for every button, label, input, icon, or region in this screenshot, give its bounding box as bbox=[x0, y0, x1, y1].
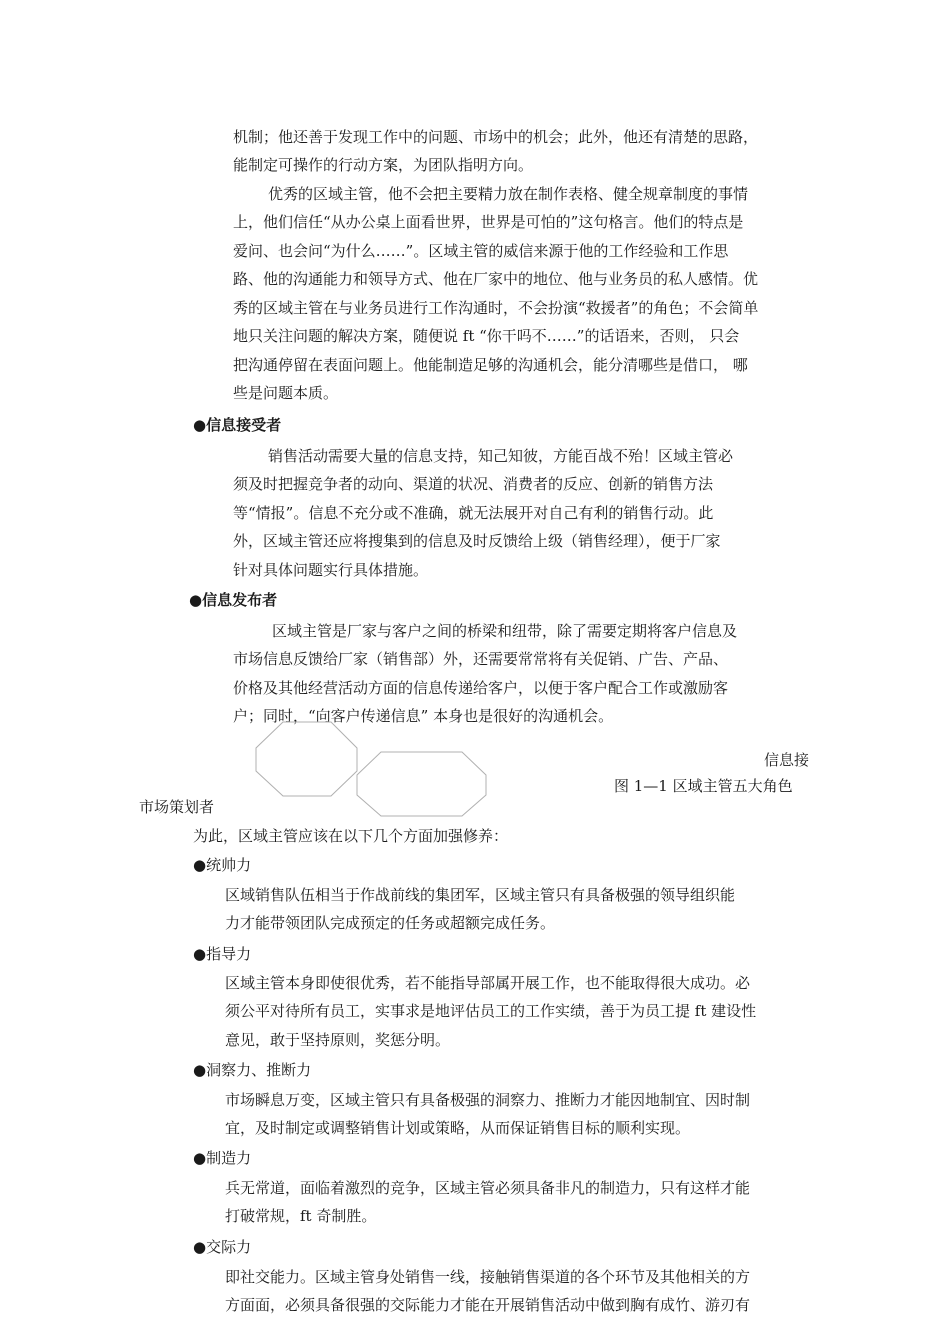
section-leadership-line-2: 力才能带领团队完成预定的任务或超额完成任务。 bbox=[225, 914, 556, 932]
octagon-shape-left bbox=[256, 722, 357, 796]
para3-line-3: 等“情报”。信息不充分或不准确，就无法展开对自己有利的销售行动。此 bbox=[233, 504, 714, 522]
para2-line-6: 地只关注问题的解决方案，随便说 ft “你干吗不……”的话语来，否则， 只会 bbox=[233, 327, 740, 345]
para2-line-2: 上，他们信任“从办公桌上面看世界，世界是可怕的”这句格言。他们的特点是 bbox=[233, 213, 744, 231]
section-heading-creativity: ●制造力 bbox=[193, 1149, 252, 1167]
para4-line-4: 户；同时，“向客户传递信息” 本身也是很好的沟通机会。 bbox=[233, 707, 614, 725]
para2-line-4: 路、他的沟通能力和领导方式、他在厂家中的地位、他与业务员的私人感情。优 bbox=[233, 270, 759, 288]
para3-line-4: 外，区域主管还应将搜集到的信息及时反馈给上级（销售经理），便于厂家 bbox=[233, 532, 721, 550]
para2-line-1: 优秀的区域主管，他不会把主要精力放在制作表格、健全规章制度的事情 bbox=[268, 185, 749, 203]
section-guidance-line-1: 区域主管本身即使很优秀，若不能指导部属开展工作，也不能取得很大成功。必 bbox=[225, 974, 751, 992]
figure-label-market-planner: 市场策划者 bbox=[139, 798, 215, 816]
para4-line-1: 区域主管是厂家与客户之间的桥梁和纽带，除了需要定期将客户信息及 bbox=[272, 622, 738, 640]
para2-line-3: 爱问、也会问“为什么……”。区域主管的威信来源于他的工作经验和工作思 bbox=[233, 242, 729, 260]
section-creativity-line-1: 兵无常道，面临着激烈的竞争，区域主管必须具备非凡的制造力，只有这样才能 bbox=[225, 1179, 751, 1197]
section-heading-guidance: ●指导力 bbox=[193, 945, 252, 963]
section-heading-leadership: ●统帅力 bbox=[193, 856, 252, 874]
para1-line-2: 能制定可操作的行动方案，为团队指明方向。 bbox=[233, 156, 534, 174]
para3-line-5: 针对具体问题实行具体措施。 bbox=[233, 561, 429, 579]
section-guidance-line-2: 须公平对待所有员工，实事求是地评估员工的工作实绩，善于为员工提 ft 建设性 bbox=[225, 1002, 757, 1020]
figure-caption: 图 1—1 区域主管五大角色 bbox=[614, 777, 793, 795]
para3-line-2: 须及时把握竞争者的动向、渠道的状况、消费者的反应、创新的销售方法 bbox=[233, 475, 714, 493]
para2-line-8: 些是问题本质。 bbox=[233, 384, 339, 402]
section-heading-social: ●交际力 bbox=[193, 1238, 252, 1256]
heading-info-receiver: ●信息接受者 bbox=[193, 416, 282, 434]
section-social-line-2: 方面面，必须具备很强的交际能力才能在开展销售活动中做到胸有成竹、游刃有 bbox=[225, 1296, 751, 1314]
octagon-shape-right bbox=[357, 752, 486, 816]
figure-label-info-receiver: 信息接 bbox=[764, 751, 810, 769]
para4-line-3: 价格及其他经营活动方面的信息传递给客户，以便于客户配合工作或激励客 bbox=[233, 679, 729, 697]
heading-info-publisher: ●信息发布者 bbox=[189, 591, 278, 609]
para2-line-5: 秀的区域主管在与业务员进行工作沟通时，不会扮演“救援者”的角色；不会简单 bbox=[233, 299, 759, 317]
section-creativity-line-2: 打破常规，ft 奇制胜。 bbox=[225, 1207, 377, 1225]
section-guidance-line-3: 意见，敢于坚持原则，奖惩分明。 bbox=[225, 1031, 451, 1049]
section-social-line-1: 即社交能力。区域主管身处销售一线，接触销售渠道的各个环节及其他相关的方 bbox=[225, 1268, 751, 1286]
para4-line-2: 市场信息反馈给厂家（销售部）外，还需要常常将有关促销、广告、产品、 bbox=[233, 650, 729, 668]
section-insight-line-1: 市场瞬息万变，区域主管只有具备极强的洞察力、推断力才能因地制宜、因时制 bbox=[225, 1091, 751, 1109]
section-heading-insight: ●洞察力、推断力 bbox=[193, 1061, 312, 1079]
para3-line-1: 销售活动需要大量的信息支持，知己知彼，方能百战不殆！区域主管必 bbox=[268, 447, 734, 465]
para1-line-1: 机制；他还善于发现工作中的问题、市场中的机会；此外，他还有清楚的思路， bbox=[233, 128, 759, 146]
para2-line-7: 把沟通停留在表面问题上。他能制造足够的沟通机会，能分清哪些是借口， 哪 bbox=[233, 356, 748, 374]
section-insight-line-2: 宜，及时制定或调整销售计划或策略，从而保证销售目标的顺利实现。 bbox=[225, 1119, 691, 1137]
intro-line: 为此，区域主管应该在以下几个方面加强修养： bbox=[193, 827, 509, 845]
section-leadership-line-1: 区域销售队伍相当于作战前线的集团军，区域主管只有具备极强的领导组织能 bbox=[225, 886, 736, 904]
